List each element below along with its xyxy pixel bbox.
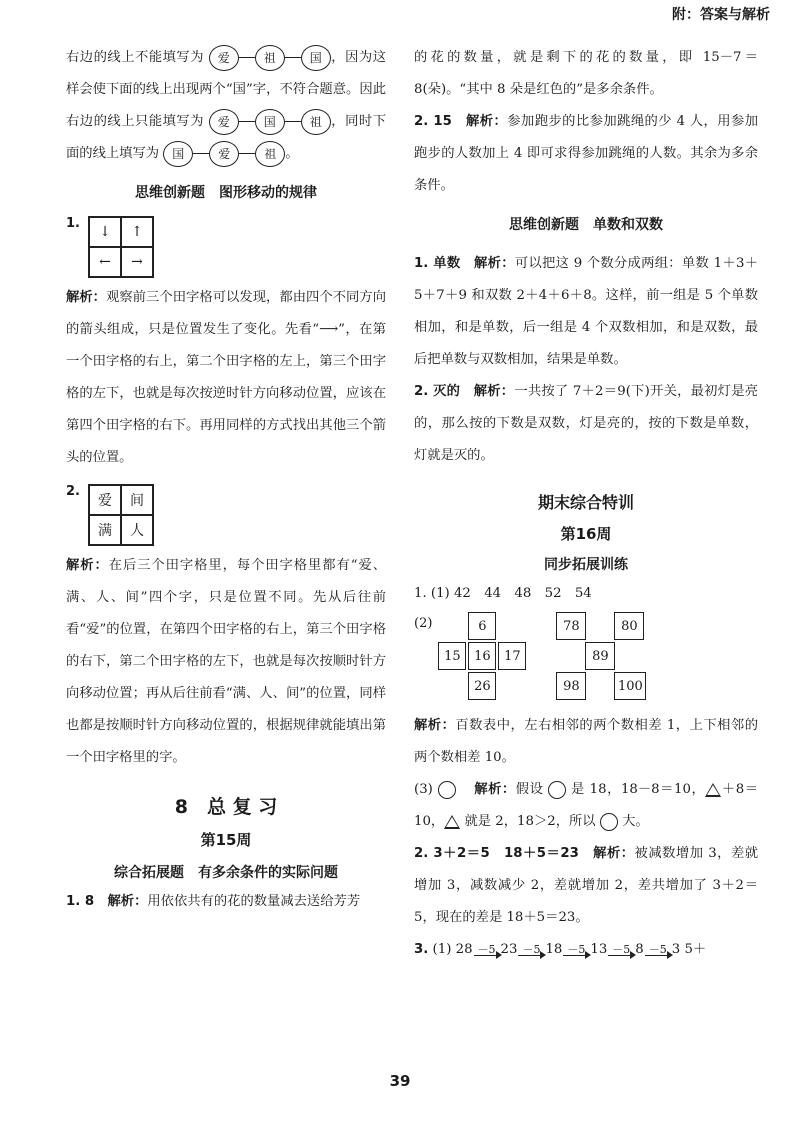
section-title-odd-even: 思维创新题 单数和双数 (509, 217, 663, 233)
left-q3: 1. 8 解析：用依依共有的花的数量减去送给芳芳 (66, 894, 361, 909)
right-arrow-icon: → (121, 247, 153, 277)
right-q5-line: 1. (1) 42 44 48 52 54 (414, 586, 592, 601)
arrow-op: －5 (474, 944, 500, 956)
right-column (414, 42, 758, 966)
right-q2: 2. 15 解析：参加跑步的比参加跳绳的少 4 人，用参加跑步的人数加上 4 即可求得参加跳绳的人数。其余为多余条件。 (414, 114, 759, 193)
up-arrow-icon: ↑ (121, 217, 153, 247)
week-16-title: 第16周 (560, 525, 612, 543)
right-q4: 2. 灭的 解析：一共按了 7＋2＝9(下)开关，最初灯是亮的，那么按的下数是双数，灯是亮的，按的下数是单数，灯就是灭的。 (414, 384, 759, 463)
final-training-title: 期末综合特训 (537, 493, 634, 512)
right-q3: 1. 单数 解析：可以把这 9 个数分成两组：单数 1＋3＋5＋7＋9 和双数 2＋4＋6＋8。这样，前一组是 5 个单数相加，和是单数，后一组是 4 个双数相加，和是双数，最后把单数与双数相加，结果是单数。 (414, 256, 759, 367)
down-arrow-icon: ↓ (89, 217, 121, 247)
q5-explanation: 解析：百数表中，左右相邻的两个数相差 1，上下相邻的两个数相差 10。 (414, 718, 759, 765)
q1-explanation: 解析：观察前三个田字格可以发现，都由四个不同方向的箭头组成，只是位置发生了变化。先看“⟶”，在第一个田字格的右上，第二个田字格的左上，第三个田字格的左下，也就是每次按逆时针方向移动位置，应该在第四个田字格的右下。再用同样的方式找出其他三个箭头的位置。 (66, 290, 387, 465)
number-cross-1: 6 15 16 17 26 (438, 612, 530, 704)
page-number: 39 (389, 1072, 411, 1090)
q6-answer: (3) 解析：假设 是 18，18－8＝10， ＋8＝10， 就是 2，18＞2，所以 大。 (414, 782, 759, 829)
circle-chain-1: 爱 祖 国 (209, 45, 331, 71)
right-continuation: 的花的数量，就是剩下的花的数量，即 15－7＝8(朵)。“其中 8 朵是红色的”是多余条件。 (414, 50, 758, 97)
arrow-op: －5 (608, 944, 634, 956)
circle-chain-2: 爱 国 祖 (209, 109, 331, 135)
page-header: 附：答案与解析 (672, 7, 770, 23)
q5-figures: (2) 6 15 16 17 26 78 80 89 98 100 (414, 612, 758, 704)
q2-explanation: 解析：在后三个田字格里，每个田字格里都有“爱、满、人、间”四个字，只是位置不同。先从后往前看“爱”的位置，在第四个田字格的右上，第三个田字格的右下，第二个田字格的左下，也就是每次按顺时针方向移动位置；再从后往前看“满、人、间”的位置，同样也都是按顺时针方向移动位置的，根据规律就能填出第一个田字格里的字。 (66, 558, 386, 765)
arrow-op: －5 (518, 944, 544, 956)
q1-figure: 1. ↓ ↑ ← → (66, 216, 386, 278)
q8-answer: 3. (1) 28 －5 23 －5 18 －5 13 －5 8 －5 3 5＋ (414, 942, 707, 957)
section-title-extra-conditions: 综合拓展题 有多余条件的实际问题 (114, 865, 338, 881)
char-grid: 爱 间 满 人 (88, 484, 154, 546)
arrow-op: －5 (563, 944, 589, 956)
left-column (66, 42, 386, 918)
arrow-op: －5 (645, 944, 671, 956)
circle-shape-icon (600, 813, 618, 831)
week-15-title: 第15周 (200, 831, 252, 849)
section-title-figure-rules: 思维创新题 图形移动的规律 (135, 185, 317, 201)
arrow-grid (88, 216, 154, 278)
number-cross-2: 78 80 89 98 100 (556, 612, 676, 704)
left-intro-paragraph: 右边的线上不能填写为 爱 祖 国 ，因为这样会使下面的线上出现两个“国”字，不符合题意。因此右边的线上只能填写为 爱 国 祖 ，同时下面的线上填写为 国 爱 祖 。 (66, 42, 386, 170)
circle-shape-icon (438, 781, 456, 799)
circle-chain-3: 国 爱 祖 (163, 141, 285, 167)
circle-shape-icon (548, 781, 566, 799)
left-arrow-icon: ← (89, 247, 121, 277)
triangle-shape-icon (705, 783, 721, 797)
section-title-sync-training: 同步拓展训练 (544, 557, 628, 573)
chapter-title: 8 总 复 习 (174, 796, 278, 818)
triangle-shape-icon (444, 815, 460, 829)
q2-figure: 2. 爱 间 满 人 (66, 484, 386, 546)
q7-answer: 2. 3＋2＝5 18＋5＝23 解析：被减数增加 3，差就增加 3，减数减少 2，差就增加 2，差共增加了 3＋2＝5，现在的差是 18＋5＝23。 (414, 846, 759, 925)
